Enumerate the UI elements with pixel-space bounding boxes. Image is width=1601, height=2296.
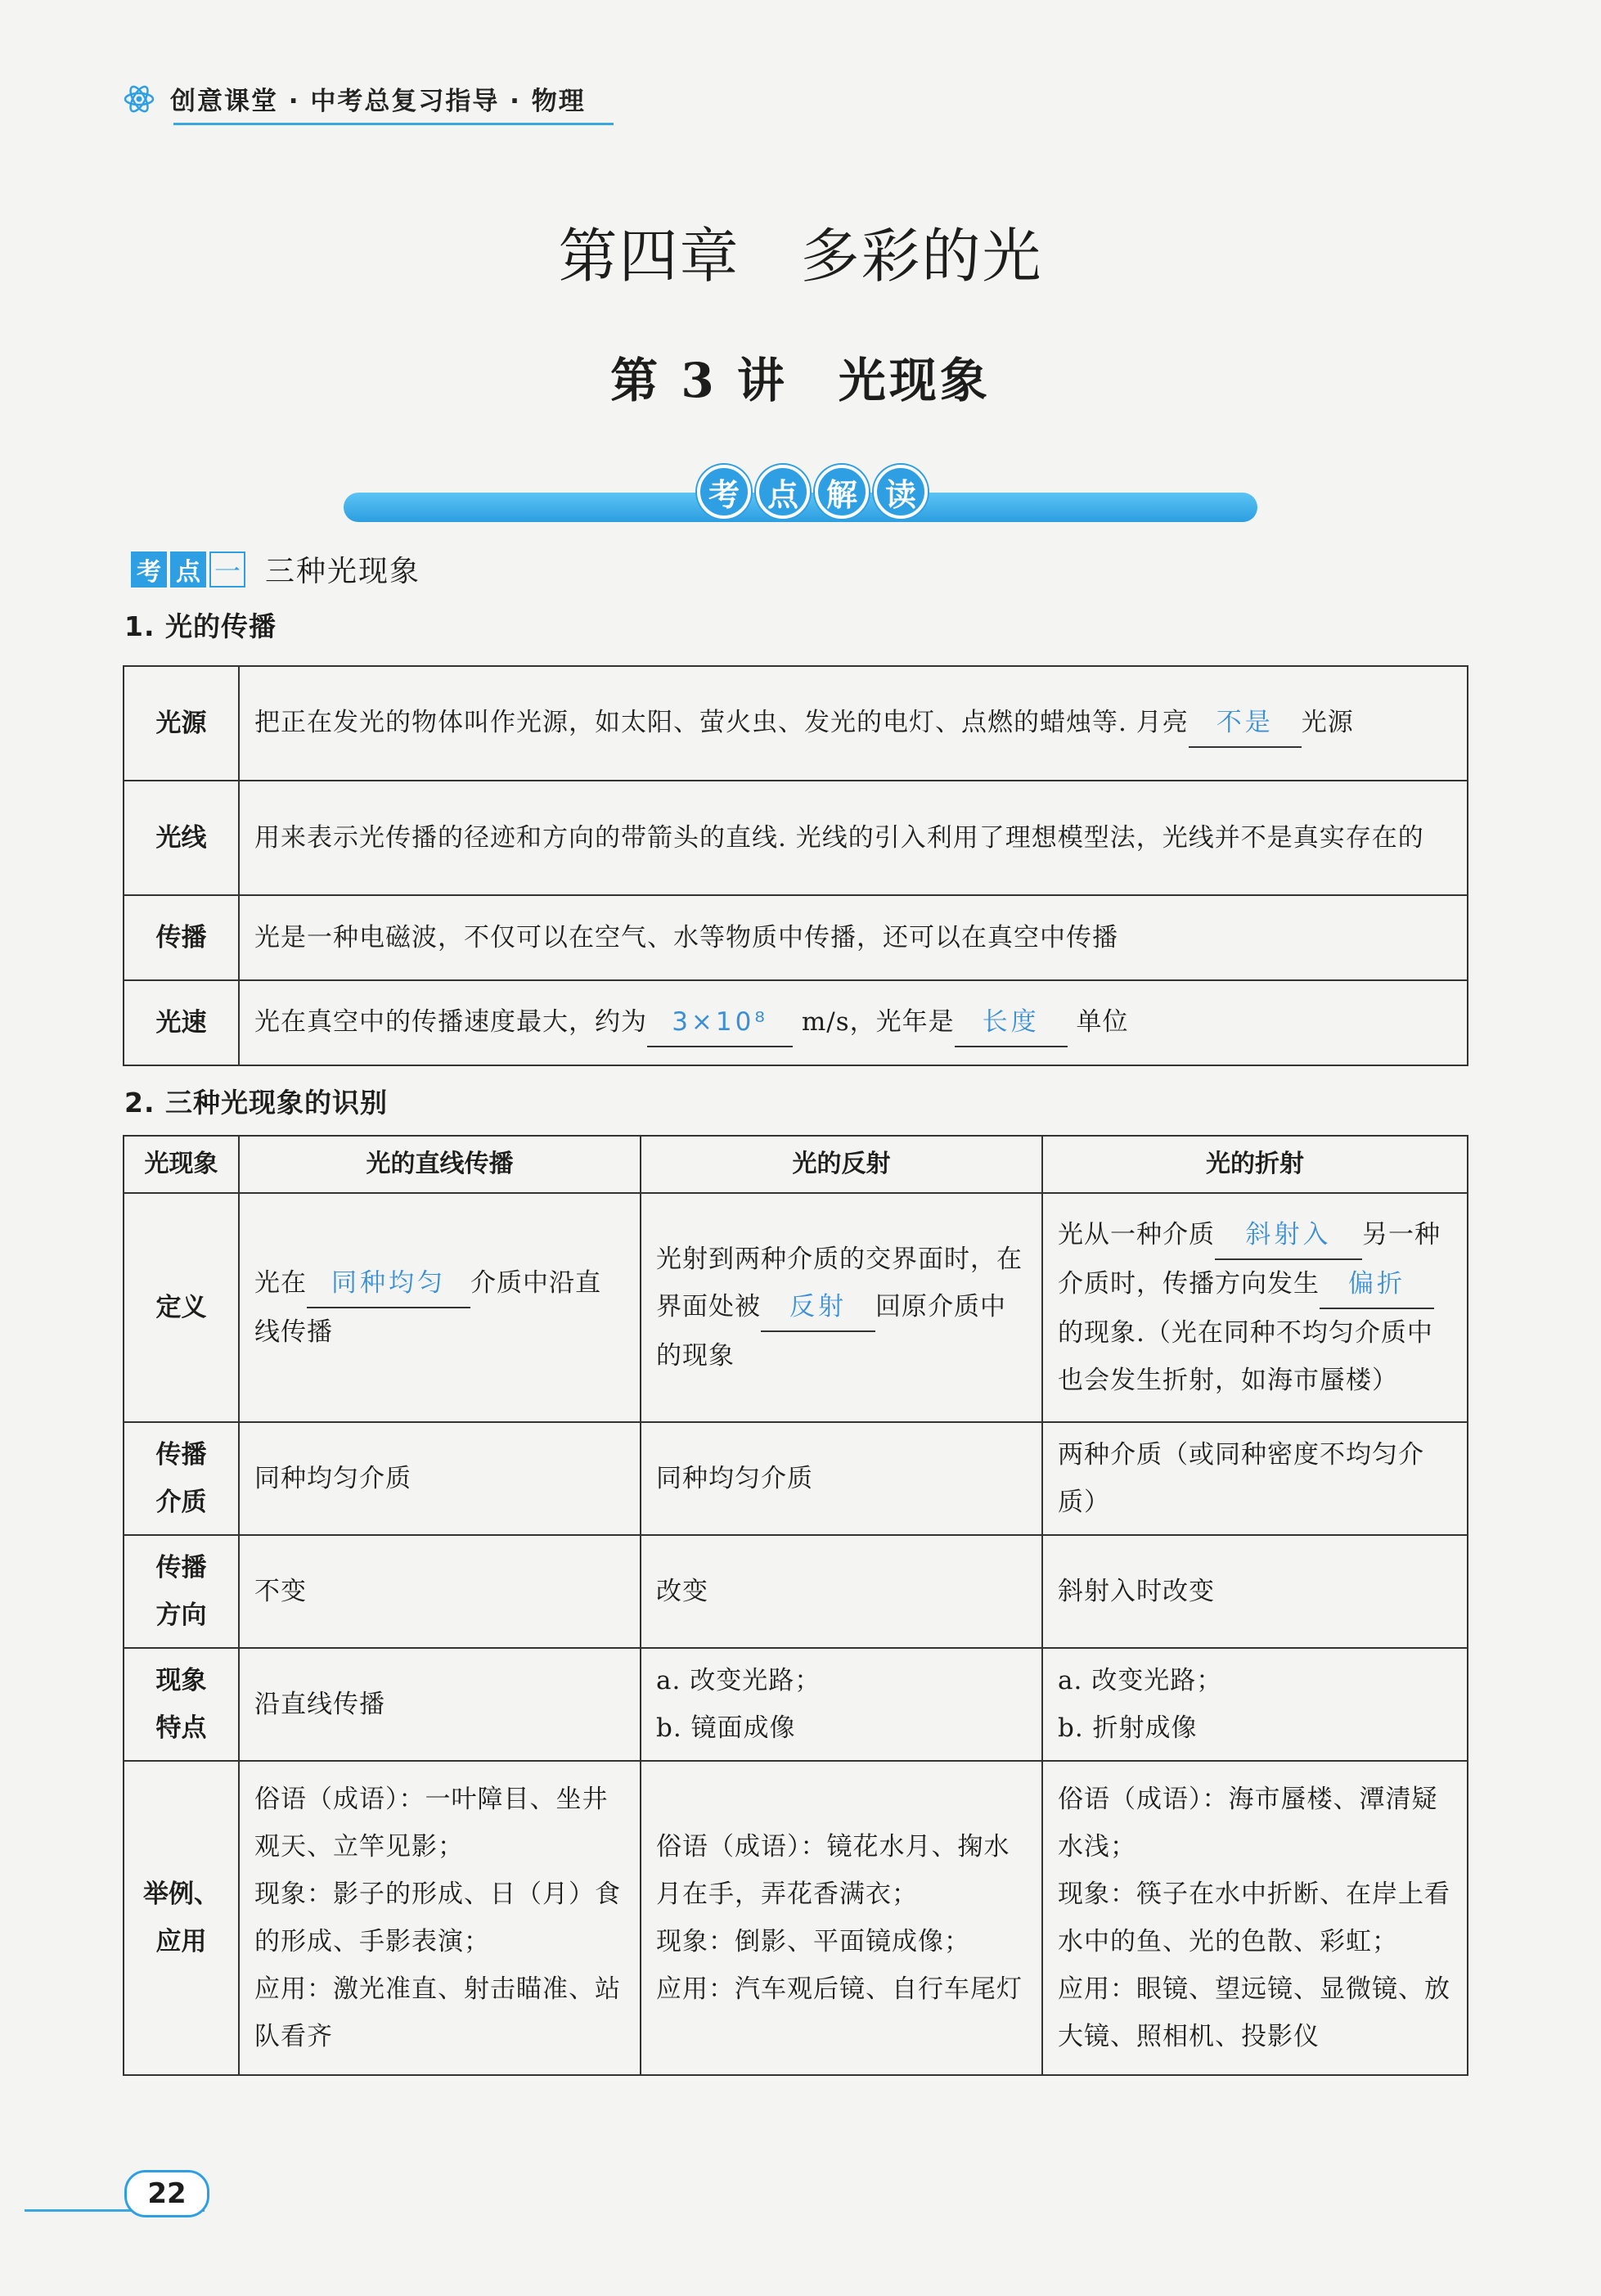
row-label xyxy=(124,1761,239,2075)
page-number: 22 xyxy=(124,2170,209,2217)
atom-icon xyxy=(123,83,155,115)
direction-reflect: 改变 xyxy=(641,1535,1042,1648)
table-row xyxy=(124,666,1468,781)
column-header: 光现象 xyxy=(124,1136,239,1193)
light-propagation-table xyxy=(123,665,1468,1066)
text-segment: 单位 xyxy=(1076,1007,1129,1037)
chapter-title: 第四章 多彩的光 xyxy=(558,222,1043,290)
topic-heading xyxy=(131,548,420,590)
topic-tag-char: 考 xyxy=(131,551,167,588)
row-label: 光源 xyxy=(124,666,239,781)
table-row xyxy=(124,1648,1468,1761)
text-line: a. 改变光路； xyxy=(1058,1666,1223,1695)
text-line: 应用：激光准直、射击瞄准、站队看齐 xyxy=(254,1974,621,2051)
definition-straight xyxy=(239,1193,641,1422)
row-label xyxy=(124,1535,239,1648)
definition-reflect xyxy=(641,1193,1042,1422)
answer-blank: 同种均匀 xyxy=(307,1259,470,1308)
row-label: 传播 xyxy=(124,895,239,980)
medium-reflect: 同种均匀介质 xyxy=(641,1422,1042,1535)
text-segment: 介质中沿直线传播 xyxy=(254,1268,601,1347)
table-row xyxy=(124,781,1468,895)
section1-heading: 1. 光的传播 xyxy=(124,610,277,642)
features-reflect xyxy=(641,1648,1042,1761)
row-label: 光速 xyxy=(124,980,239,1065)
text-line: b. 镜面成像 xyxy=(656,1713,796,1743)
column-header: 光的折射 xyxy=(1042,1136,1468,1193)
medium-refract: 两种介质（或同种密度不均匀介质） xyxy=(1042,1422,1468,1535)
banner-char: 考 xyxy=(697,465,751,519)
text-line: b. 折射成像 xyxy=(1058,1713,1198,1743)
topic-tag xyxy=(131,551,245,588)
text-segment: 光从一种介质 xyxy=(1058,1220,1215,1249)
table-header-row xyxy=(124,1136,1468,1193)
banner-char: 点 xyxy=(756,465,810,519)
answer-blank: 长度 xyxy=(955,998,1068,1047)
label-line: 介质 xyxy=(155,1488,207,1517)
text-line: 俗语（成语）：镜花水月、掬水月在手，弄花香满衣； xyxy=(656,1832,1010,1909)
text-line: 现象：筷子在水中折断、在岸上看水中的鱼、光的色散、彩虹； xyxy=(1058,1880,1450,1956)
column-header: 光的直线传播 xyxy=(239,1136,641,1193)
answer-blank: 偏折 xyxy=(1320,1260,1434,1309)
row-text xyxy=(239,980,1468,1065)
text-line: 现象：倒影、平面镜成像； xyxy=(656,1927,970,1956)
answer-blank: 不是 xyxy=(1189,699,1302,748)
text-segment: 光在真空中的传播速度最大，约为 xyxy=(254,1007,647,1037)
definition-refract xyxy=(1042,1193,1468,1422)
label-line: 应用 xyxy=(155,1927,207,1956)
topic-tag-char: 点 xyxy=(170,551,206,588)
header-rule xyxy=(173,123,614,125)
table-row xyxy=(124,980,1468,1065)
topic-title: 三种光现象 xyxy=(265,555,421,588)
text-segment: 光射到两种介质的交界面时，在界面处被 xyxy=(656,1245,1023,1321)
banner-char: 解 xyxy=(815,465,869,519)
table-row xyxy=(124,1761,1468,2075)
row-label: 光线 xyxy=(124,781,239,895)
text-line: 应用：汽车观后镜、自行车尾灯 xyxy=(656,1974,1023,2004)
label-line: 方向 xyxy=(155,1600,207,1630)
header-title: 创意课堂 · 中考总复习指导 · 物理 xyxy=(170,87,586,116)
medium-straight: 同种均匀介质 xyxy=(239,1422,641,1535)
section2-heading: 2. 三种光现象的识别 xyxy=(124,1087,388,1119)
text-segment: 把正在发光的物体叫作光源，如太阳、萤火虫、发光的电灯、点燃的蜡烛等. 月亮 xyxy=(254,708,1189,737)
banner-char: 读 xyxy=(874,465,928,519)
text-line: 俗语（成语）：一叶障目、坐井观天、立竿见影； xyxy=(254,1785,609,1862)
label-line: 特点 xyxy=(155,1713,207,1743)
light-phenomena-table xyxy=(123,1135,1468,2076)
table-row xyxy=(124,1422,1468,1535)
direction-refract: 斜射入时改变 xyxy=(1042,1535,1468,1648)
examples-refract xyxy=(1042,1761,1468,2075)
label-line: 现象 xyxy=(155,1666,207,1695)
label-line: 传播 xyxy=(155,1553,207,1582)
answer-blank: 3×10⁸ xyxy=(647,998,793,1047)
text-line: 俗语（成语）：海市蜃楼、潭清疑水浅； xyxy=(1058,1785,1438,1862)
text-segment: 的现象.（光在同种不均匀介质中也会发生折射，如海市蜃楼） xyxy=(1058,1318,1433,1395)
label-line: 传播 xyxy=(155,1440,207,1470)
examples-reflect xyxy=(641,1761,1042,2075)
answer-blank: 反射 xyxy=(761,1283,875,1332)
table-row xyxy=(124,1535,1468,1648)
row-label xyxy=(124,1648,239,1761)
row-label: 定义 xyxy=(124,1193,239,1422)
column-header: 光的反射 xyxy=(641,1136,1042,1193)
text-line: 应用：眼镜、望远镜、显微镜、放大镜、照相机、投影仪 xyxy=(1058,1974,1450,2051)
running-header xyxy=(123,80,586,117)
answer-blank: 斜射入 xyxy=(1215,1211,1362,1260)
text-segment: 回原介质中的现象 xyxy=(656,1292,1006,1371)
features-refract xyxy=(1042,1648,1468,1761)
text-segment: 光在 xyxy=(254,1268,307,1298)
label-line: 举例、 xyxy=(143,1880,219,1909)
lecture-title: 第 3 讲 光现象 xyxy=(610,353,991,408)
features-straight: 沿直线传播 xyxy=(239,1648,641,1761)
table-row xyxy=(124,895,1468,980)
text-segment: 另一种介质时，传播方向发生 xyxy=(1058,1220,1441,1299)
text-segment: m/s，光年是 xyxy=(801,1007,955,1037)
row-text xyxy=(239,666,1468,781)
row-text: 用来表示光传播的径迹和方向的带箭头的直线. 光线的引入利用了理想模型法，光线并不是真实存在的 xyxy=(239,781,1468,895)
banner-label xyxy=(697,465,928,519)
text-segment: 光源 xyxy=(1301,708,1354,737)
examples-straight xyxy=(239,1761,641,2075)
table-row xyxy=(124,1193,1468,1422)
row-text: 光是一种电磁波，不仅可以在空气、水等物质中传播，还可以在真空中传播 xyxy=(239,895,1468,980)
direction-straight: 不变 xyxy=(239,1535,641,1648)
text-line: a. 改变光路； xyxy=(656,1666,821,1695)
row-label xyxy=(124,1422,239,1535)
topic-tag-number: 一 xyxy=(209,551,245,588)
text-line: 现象：影子的形成、日（月）食的形成、手影表演； xyxy=(254,1880,621,1956)
